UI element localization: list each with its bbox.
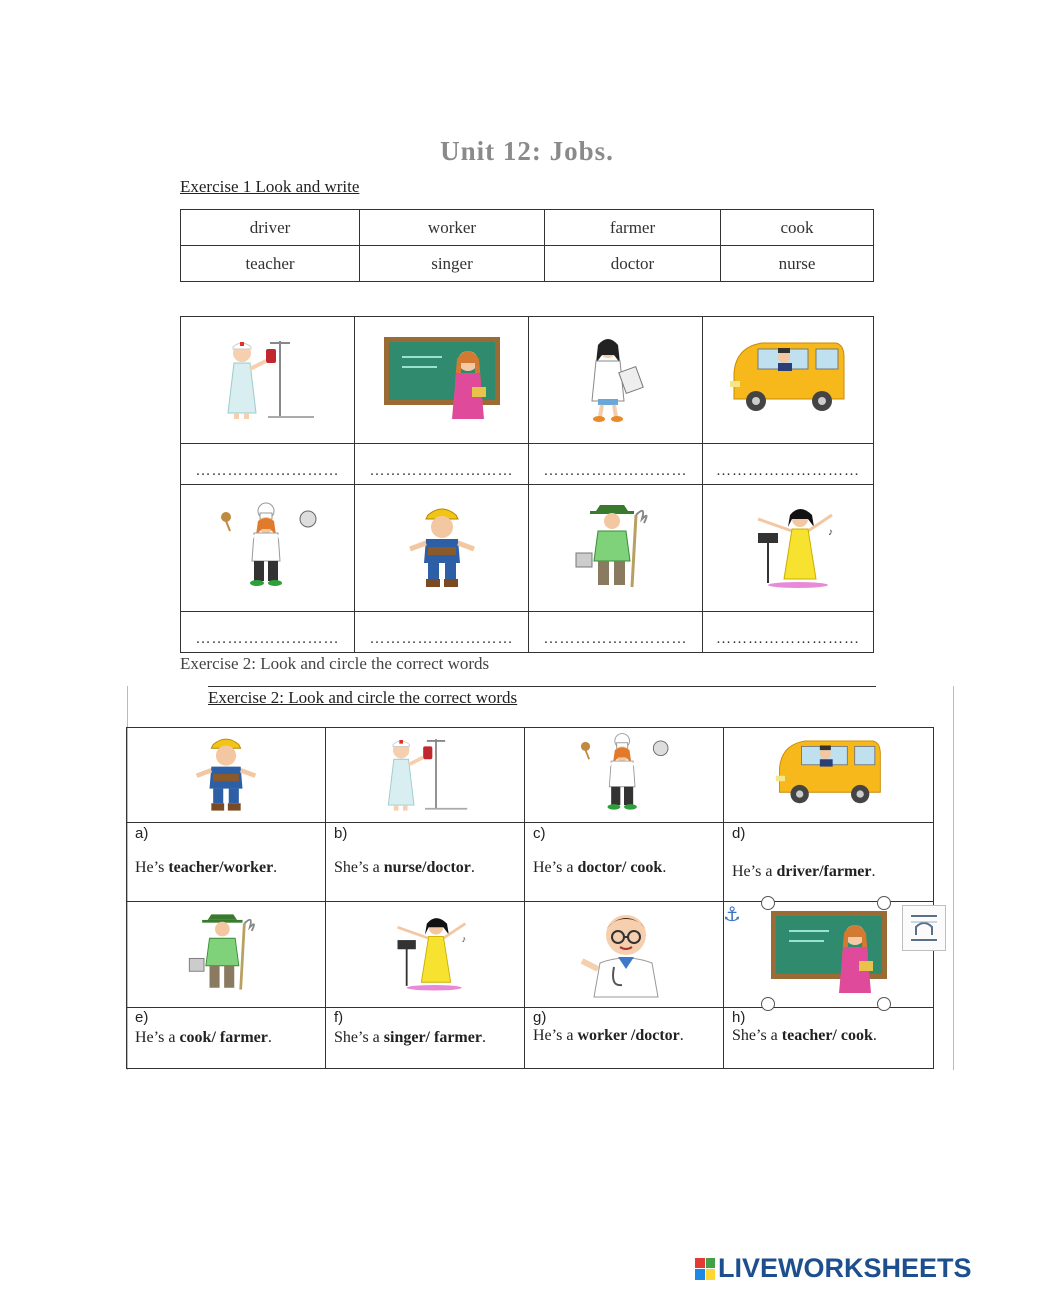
sentence-suffix: . [662, 859, 667, 876]
exercise-2-table [126, 727, 934, 1069]
sentence-cell [127, 823, 326, 902]
sentence [732, 1027, 877, 1045]
wrap-text-icon [903, 906, 945, 950]
word-bank-row [181, 210, 874, 246]
cook-icon [208, 501, 328, 591]
word-bank-cell: farmer [545, 210, 721, 246]
singer-icon [728, 501, 848, 591]
sentence-cell [326, 1008, 525, 1069]
sentence [135, 859, 277, 877]
resize-handle[interactable] [877, 997, 891, 1011]
word-bank-table [180, 209, 874, 282]
cut-off-heading [180, 654, 490, 673]
choice-words[interactable]: nurse/doctor [383, 859, 471, 876]
worker-icon [171, 730, 281, 816]
sentence-cell [326, 823, 525, 902]
answer-row [181, 612, 874, 653]
picture-cell [355, 317, 529, 444]
choice-words[interactable]: worker /doctor [577, 1027, 680, 1044]
singer-icon [370, 908, 480, 996]
farmer-icon [171, 908, 281, 996]
sentence [533, 859, 666, 877]
page-title: Unit 12: Jobs. [440, 136, 614, 166]
bus-driver-icon [728, 333, 848, 423]
picture-cell [127, 728, 326, 823]
farmer-icon [556, 501, 676, 591]
answer-blank[interactable]: ……………………… [181, 612, 355, 653]
choice-words[interactable]: teacher/worker [168, 859, 274, 876]
sentence-cell [127, 1008, 326, 1069]
picture-cell [127, 902, 326, 1008]
page-edge-right [953, 686, 954, 1070]
exercise-2-heading: Exercise 2: Look and circle the correct words [208, 688, 518, 707]
nurse-icon [208, 333, 328, 423]
cut-off-heading-text: Exercise 2: Look and circle the correct words [180, 654, 490, 673]
sentence-suffix: . [481, 1029, 486, 1046]
picture-row [181, 317, 874, 444]
worker-icon [382, 501, 502, 591]
sentence-suffix: . [267, 1029, 272, 1046]
choice-words[interactable]: teacher/ cook [781, 1027, 873, 1044]
sentence-prefix: She’s a [334, 1029, 384, 1046]
sentence-prefix: He’s a [135, 1029, 180, 1046]
item-letter: f) [334, 1009, 344, 1026]
answer-blank[interactable]: ……………………… [529, 444, 703, 485]
bus-driver-icon [774, 730, 884, 816]
brand-logo [695, 1253, 972, 1284]
sentence [732, 863, 876, 881]
sentence-prefix: She’s a [334, 859, 384, 876]
word-bank-cell: teacher [181, 246, 360, 282]
word-bank-cell: driver [181, 210, 360, 246]
sentence-cell [724, 1008, 934, 1069]
sentence [334, 1029, 486, 1047]
word-bank-cell: doctor [545, 246, 721, 282]
brand-name: LIVEWORKSHEETS [718, 1253, 972, 1283]
resize-handle[interactable] [761, 997, 775, 1011]
sentence-suffix: . [470, 859, 475, 876]
liveworksheets-icon [695, 1258, 715, 1280]
picture-cell [525, 902, 724, 1008]
item-letter: h) [732, 1009, 746, 1026]
picture-table [180, 316, 874, 653]
sentence-cell [724, 823, 934, 902]
sentence-prefix: He’s a [732, 863, 777, 880]
picture-cell [529, 485, 703, 612]
picture-cell [529, 317, 703, 444]
picture-cell [181, 485, 355, 612]
picture-cell [525, 728, 724, 823]
sentence-suffix: . [871, 863, 876, 880]
sentence [135, 1029, 272, 1047]
resize-handle[interactable] [877, 896, 891, 910]
item-letter: d) [732, 825, 746, 842]
picture-cell [326, 728, 525, 823]
picture-cell [355, 485, 529, 612]
nurse-icon [370, 730, 480, 816]
picture-cell [724, 728, 934, 823]
item-letter: e) [135, 1009, 149, 1026]
doctor-icon [556, 333, 676, 423]
sentence-suffix: . [872, 1027, 877, 1044]
picture-cell [326, 902, 525, 1008]
sentence-prefix: He’s a [533, 859, 578, 876]
answer-blank[interactable]: ……………………… [181, 444, 355, 485]
sentence-prefix: He’s a [533, 1027, 578, 1044]
item-letter: a) [135, 825, 149, 842]
cook-icon [569, 730, 679, 816]
answer-blank[interactable]: ……………………… [703, 612, 874, 653]
answer-blank[interactable]: ……………………… [529, 612, 703, 653]
resize-handle[interactable] [761, 896, 775, 910]
picture-row [181, 485, 874, 612]
divider [208, 686, 876, 687]
item-letter: c) [533, 825, 546, 842]
item-letter: g) [533, 1009, 547, 1026]
word-bank-cell: singer [360, 246, 545, 282]
choice-words[interactable]: doctor/ cook [577, 859, 663, 876]
exercise-1-heading: Exercise 1 Look and write [180, 177, 360, 196]
word-bank-cell: nurse [721, 246, 874, 282]
picture-row [127, 728, 934, 823]
picture-cell [703, 317, 874, 444]
anchor-icon: ⚓ [723, 902, 741, 926]
answer-row [181, 444, 874, 485]
word-bank-row [181, 246, 874, 282]
answer-blank[interactable]: ……………………… [355, 612, 529, 653]
choice-words[interactable]: driver/farmer [776, 863, 872, 880]
sentence-cell [525, 823, 724, 902]
sentence-suffix: . [273, 859, 278, 876]
sentence-suffix: . [679, 1027, 684, 1044]
sentence-prefix: She’s a [732, 1027, 782, 1044]
word-bank-cell: worker [360, 210, 545, 246]
doctor-icon [564, 902, 684, 1002]
sentence-prefix: He’s [135, 859, 169, 876]
answer-blank[interactable]: ……………………… [703, 444, 874, 485]
answer-blank[interactable]: ……………………… [355, 444, 529, 485]
sentence [334, 859, 475, 877]
picture-cell [181, 317, 355, 444]
sentence-cell [525, 1008, 724, 1069]
picture-row [127, 902, 934, 1008]
teacher-icon [769, 904, 889, 1000]
sentence-row [127, 823, 934, 902]
item-letter: b) [334, 825, 348, 842]
word-bank-cell: cook [721, 210, 874, 246]
choice-words[interactable]: singer/ farmer [383, 1029, 482, 1046]
layout-options-button[interactable] [902, 905, 946, 951]
teacher-icon [382, 333, 502, 423]
sentence [533, 1027, 684, 1045]
picture-cell [703, 485, 874, 612]
choice-words[interactable]: cook/ farmer [179, 1029, 268, 1046]
sentence-row [127, 1008, 934, 1069]
